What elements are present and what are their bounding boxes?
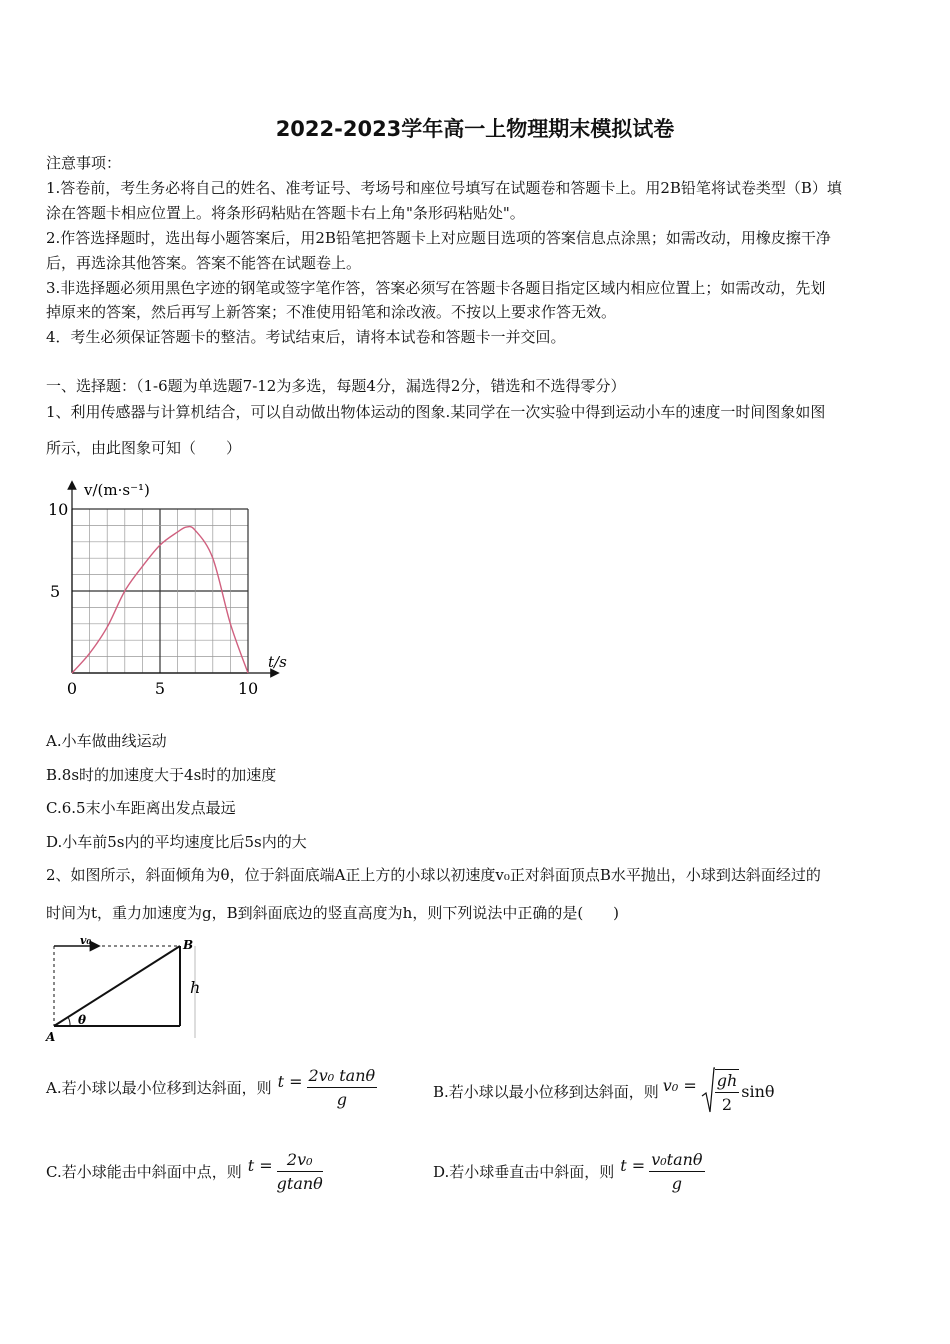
q2-stem-line-2: 时间为t，重力加速度为g，B到斜面底边的竖直高度为h，则下列说法中正确的是( ) (46, 904, 620, 922)
sqrt-sign-icon (701, 1066, 715, 1116)
q1-stem-line-1: 1、利用传感器与计算机结合，可以自动做出物体运动的图象.某同学在一次实验中得到运动小车的速度一时间图象如图 (46, 403, 826, 421)
q1-option-d[interactable]: D.小车前5s内的平均速度比后5s内的大 (46, 833, 307, 851)
q2-option-b-numerator: gh (715, 1071, 740, 1093)
q2-option-b-lhs: v₀ = (662, 1075, 697, 1095)
x-axis-label: t/s (268, 653, 287, 671)
q2-stem-line-1: 2、如图所示，斜面倾角为θ，位于斜面底端A正上方的小球以初速度v₀正对斜面顶点B水平抛出，小球到达斜面经过的 (46, 866, 821, 884)
section-heading: 一、选择题：（1-6题为单选题7-12为多选，每题4分，漏选得2分，错选和不选得零分） (46, 377, 626, 395)
q2-option-a-fraction (307, 1066, 378, 1109)
q2-option-a-text: A.若小球以最小位移到达斜面，则 (46, 1079, 272, 1097)
q2-option-d-fraction (649, 1150, 704, 1193)
q2-option-a-numerator: 2v₀ tanθ (307, 1066, 378, 1088)
q2-option-c-lhs: t = (247, 1156, 273, 1175)
notice-line-1: 1.答卷前，考生务必将自己的姓名、准考证号、考场号和座位号填写在试题卷和答题卡上。用2B铅笔将试卷类型（B）填 (46, 179, 842, 197)
q2-option-d[interactable] (433, 1150, 705, 1193)
point-b-label: B (183, 938, 194, 952)
q2-option-d-numerator: v₀tanθ (649, 1150, 704, 1172)
point-a-label: A (46, 1030, 56, 1044)
q2-option-d-text: D.若小球垂直击中斜面，则 (433, 1163, 615, 1181)
notice-line-6: 掉原来的答案，然后再写上新答案；不准使用铅笔和涂改液。不按以上要求作答无效。 (46, 303, 617, 321)
q2-option-d-lhs: t = (620, 1156, 646, 1175)
q2-option-a[interactable] (46, 1066, 377, 1109)
page-title: 2022-2023学年高一上物理期末模拟试卷 (275, 117, 675, 141)
angle-arc (68, 1017, 70, 1026)
x-tick-label-0: 0 (66, 679, 78, 698)
q1-stem-line-2: 所示，由此图象可知（ ） (46, 439, 242, 457)
incline-slope (54, 946, 180, 1026)
q2-option-c-fraction (277, 1150, 323, 1193)
q2-option-c[interactable] (46, 1150, 323, 1193)
q2-option-c-numerator: 2v₀ (277, 1150, 323, 1172)
q2-option-b[interactable] (433, 1066, 775, 1116)
q2-option-c-text: C.若小球能击中斜面中点，则 (46, 1163, 242, 1181)
x-tick-label-10: 10 (237, 679, 259, 698)
y-axis-label: v/(m·s⁻¹) (84, 481, 150, 499)
y-tick-label-10: 10 (48, 500, 69, 519)
q2-option-b-denominator: 2 (721, 1094, 733, 1114)
q2-option-c-denominator: gtanθ (276, 1174, 323, 1193)
incline-figure (40, 930, 220, 1045)
notice-heading: 注意事项： (46, 154, 122, 172)
y-tick-label-5: 5 (50, 582, 61, 601)
notice-line-2: 涂在答题卡相应位置上。将条形码粘贴在答题卡右上角"条形码粘贴处"。 (46, 204, 525, 222)
q2-option-a-lhs: t = (277, 1072, 303, 1091)
x-tick-label-5: 5 (154, 679, 166, 698)
v0-label: v₀ (80, 934, 92, 947)
velocity-time-chart (40, 475, 300, 705)
theta-label: θ (78, 1013, 87, 1027)
q1-option-a[interactable]: A.小车做曲线运动 (46, 732, 167, 750)
q1-option-b[interactable]: B.8s时的加速度大于4s时的加速度 (46, 766, 277, 784)
q2-option-b-tail: sinθ (741, 1081, 775, 1101)
notice-line-4: 后，再选涂其他答案。答案不能答在试题卷上。 (46, 254, 362, 272)
notice-line-5: 3.非选择题必须用黑色字迹的钢笔或签字笔作答，答案必须写在答题卡各题目指定区域内相应位置上；如需改动，先划 (46, 279, 826, 297)
notice-line-3: 2.作答选择题时，选出每小题答案后，用2B铅笔把答题卡上对应题目选项的答案信息点涂黑；如需改动，用橡皮擦干净 (46, 229, 831, 247)
q2-option-d-denominator: g (671, 1174, 682, 1193)
height-h-label: h (190, 978, 201, 997)
q2-option-a-denominator: g (336, 1090, 347, 1109)
q1-option-c[interactable]: C.6.5末小车距离出发点最远 (46, 799, 236, 817)
q2-option-b-text: B.若小球以最小位移到达斜面，则 (433, 1082, 659, 1101)
q2-option-b-root (715, 1069, 740, 1114)
notice-line-7: 4．考生必须保证答题卡的整洁。考试结束后，请将本试卷和答题卡一并交回。 (46, 328, 566, 346)
